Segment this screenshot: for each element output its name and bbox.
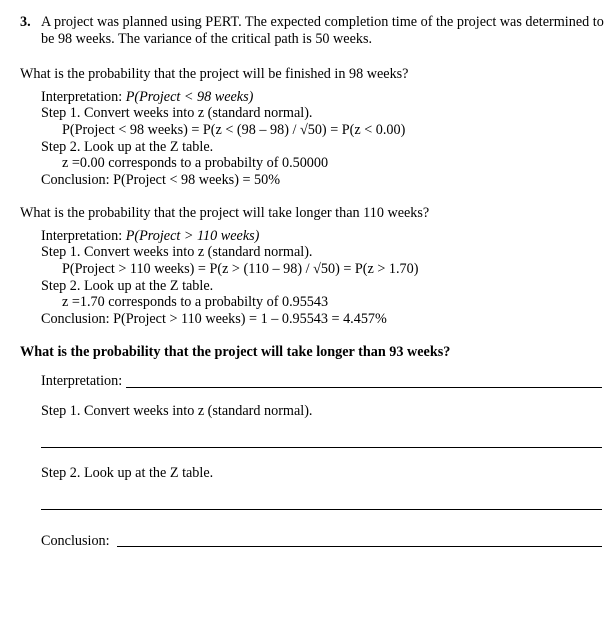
q2-interpretation [41, 228, 259, 245]
q3-interpretation-answer-line[interactable] [126, 387, 602, 388]
q1-step1-work: P(Project < 98 weeks) = P(z < (98 – 98) / √50) = P(z < 0.00) [62, 122, 406, 138]
q3-conclusion-answer-line[interactable] [117, 546, 602, 547]
q3-conclusion-label: Conclusion: [41, 533, 110, 549]
q1-interp-expr: P(Project < 98 weeks) [125, 89, 254, 105]
q2-step2-work: z =1.70 corresponds to a probabilty of 0.95543 [62, 294, 329, 310]
q3-question: What is the probability that the project will take longer than 93 weeks? [20, 344, 451, 360]
q2-question: What is the probability that the project will take longer than 110 weeks? [20, 205, 430, 221]
q1-step1: Step 1. Convert weeks into z (standard normal). [41, 105, 313, 121]
problem-number: 3. [20, 14, 31, 30]
q2-step1: Step 1. Convert weeks into z (standard normal). [41, 244, 313, 260]
q2-conclusion: Conclusion: P(Project > 110 weeks) = 1 – 0.95543 = 4.457% [41, 311, 387, 327]
q2-interp-label: Interpretation: [41, 228, 126, 244]
q1-question: What is the probability that the project will be finished in 98 weeks? [20, 66, 409, 82]
q3-step2: Step 2. Look up at the Z table. [41, 465, 214, 481]
q1-interp-label: Interpretation: [41, 89, 126, 105]
problem-intro-line1: A project was planned using PERT. The expected completion time of the project was determined to [41, 14, 604, 30]
q1-step2-work: z =0.00 corresponds to a probabilty of 0.50000 [62, 155, 329, 171]
q2-step2: Step 2. Look up at the Z table. [41, 278, 214, 294]
q3-step1-answer-line[interactable] [41, 447, 602, 448]
q2-interp-expr: P(Project > 110 weeks) [125, 228, 260, 244]
q2-step1-work: P(Project > 110 weeks) = P(z > (110 – 98) / √50) = P(z > 1.70) [62, 261, 419, 277]
q1-step2: Step 2. Look up at the Z table. [41, 139, 214, 155]
q1-conclusion: Conclusion: P(Project < 98 weeks) = 50% [41, 172, 281, 188]
q3-interp-label: Interpretation: [41, 373, 123, 389]
q3-step2-answer-line[interactable] [41, 509, 602, 510]
q3-step1: Step 1. Convert weeks into z (standard normal). [41, 403, 313, 419]
q1-interpretation [41, 89, 253, 106]
problem-intro-line2: be 98 weeks. The variance of the critical path is 50 weeks. [41, 31, 373, 47]
